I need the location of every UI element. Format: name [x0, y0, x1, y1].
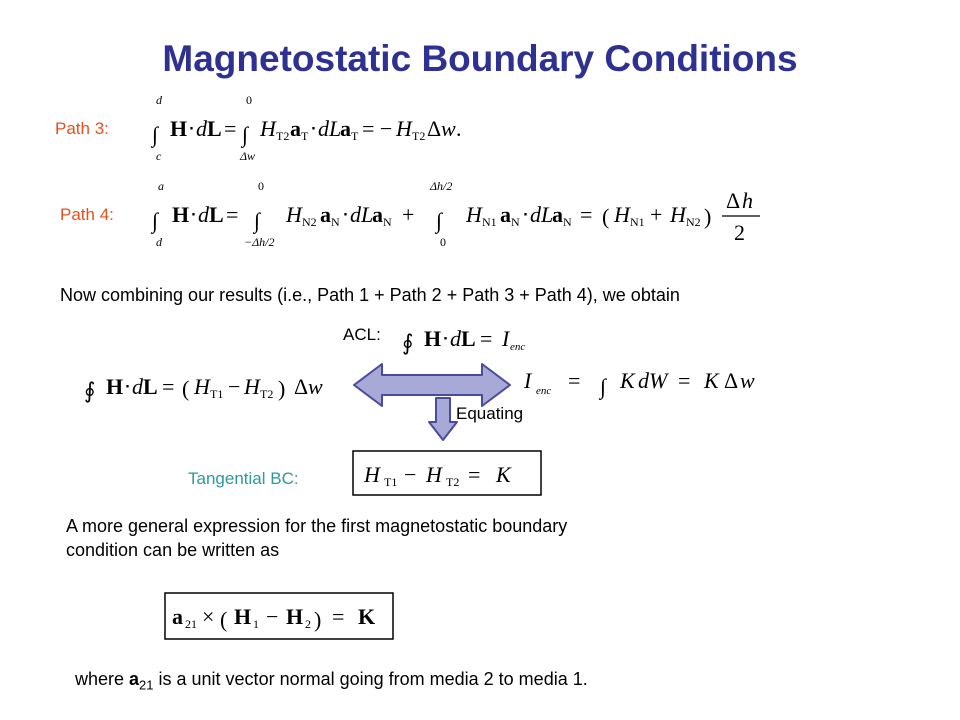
- svg-text:.: .: [456, 116, 462, 141]
- equating-label: Equating: [456, 404, 524, 423]
- svg-text:+: +: [650, 202, 663, 227]
- left-line-integral-equation: [82, 364, 352, 410]
- svg-text:a: a: [372, 202, 383, 227]
- svg-text:2: 2: [305, 617, 311, 631]
- svg-text:⋅: ⋅: [442, 326, 449, 351]
- svg-text:d: d: [196, 116, 207, 141]
- svg-text:⋅: ⋅: [342, 202, 349, 227]
- svg-text:H: H: [286, 202, 302, 227]
- svg-text:−: −: [266, 604, 279, 629]
- svg-text:∫: ∫: [600, 374, 607, 399]
- vector-bc-equation: [164, 592, 396, 642]
- path3-label: Path 3:: [55, 119, 109, 138]
- svg-text:a: a: [172, 604, 183, 629]
- svg-text:d: d: [156, 235, 162, 249]
- svg-text:T2: T2: [412, 129, 426, 143]
- svg-text:I: I: [524, 368, 532, 393]
- svg-text:Δ: Δ: [294, 374, 309, 399]
- svg-text:Δ: Δ: [726, 188, 741, 213]
- svg-text:N2: N2: [302, 215, 317, 229]
- svg-text:N: N: [331, 215, 340, 229]
- svg-text:=: =: [226, 202, 239, 227]
- svg-text:a: a: [158, 179, 164, 193]
- acl-label: ACL:: [343, 325, 381, 344]
- svg-text:(: (: [182, 376, 190, 401]
- tangential-bc-equation: [352, 450, 544, 498]
- svg-text:H: H: [614, 202, 630, 227]
- enclosed-current-equation: [520, 356, 790, 412]
- svg-text:a: a: [320, 202, 331, 227]
- svg-text:d: d: [156, 93, 162, 107]
- where-suffix: is a unit vector normal going from media 2 to media 1.: [153, 669, 588, 689]
- svg-text:H: H: [260, 116, 276, 141]
- path3-equation: [140, 90, 500, 170]
- svg-text:T2: T2: [276, 129, 290, 143]
- where-vector: a: [129, 669, 140, 689]
- svg-text:L: L: [461, 326, 476, 351]
- svg-text:∮: ∮: [402, 330, 414, 355]
- svg-text:=: =: [580, 202, 593, 227]
- svg-text:H: H: [234, 604, 252, 629]
- svg-text:): ): [314, 607, 322, 632]
- svg-text:H: H: [194, 374, 210, 399]
- slide-title: Magnetostatic Boundary Conditions: [162, 38, 798, 79]
- svg-text:T2: T2: [446, 475, 460, 489]
- svg-text:∫: ∫: [152, 122, 159, 147]
- svg-text:a: a: [340, 116, 351, 141]
- svg-text:=: =: [480, 326, 493, 351]
- svg-text:2: 2: [734, 220, 745, 245]
- svg-text:d: d: [132, 374, 143, 399]
- svg-text:⋅: ⋅: [310, 116, 317, 141]
- svg-text:⋅: ⋅: [190, 202, 197, 227]
- svg-text:=: =: [568, 368, 581, 393]
- svg-text:N2: N2: [686, 215, 701, 229]
- svg-text:d: d: [450, 326, 461, 351]
- svg-text:dW: dW: [638, 368, 668, 393]
- svg-text:⋅: ⋅: [522, 202, 529, 227]
- svg-text:w: w: [441, 116, 456, 141]
- svg-text:a: a: [290, 116, 301, 141]
- svg-text:dL: dL: [318, 116, 342, 141]
- svg-text:enc: enc: [536, 385, 552, 397]
- svg-text:a: a: [500, 202, 511, 227]
- svg-text:N: N: [563, 215, 572, 229]
- svg-text:dL: dL: [350, 202, 374, 227]
- svg-text:dL: dL: [530, 202, 554, 227]
- svg-text:Δ: Δ: [724, 368, 739, 393]
- svg-text:T: T: [351, 129, 359, 143]
- svg-text:L: L: [209, 202, 224, 227]
- where-text: [75, 667, 588, 698]
- svg-text:T: T: [301, 129, 309, 143]
- path4-equation: [148, 176, 798, 256]
- svg-text:H: H: [396, 116, 412, 141]
- svg-text:H: H: [426, 462, 442, 487]
- svg-text:c: c: [156, 149, 162, 163]
- svg-text:): ): [704, 204, 712, 229]
- svg-text:h: h: [742, 188, 753, 213]
- svg-text:H: H: [424, 326, 442, 351]
- svg-text:H: H: [244, 374, 260, 399]
- general-expression-line1: A more general expression for the first magnetostatic boundary: [66, 516, 568, 536]
- svg-text:w: w: [308, 374, 323, 399]
- general-expression-text: [66, 514, 567, 562]
- svg-text:0: 0: [258, 179, 264, 193]
- svg-text:∫: ∫: [436, 208, 443, 233]
- svg-text:N1: N1: [482, 215, 497, 229]
- svg-text:N: N: [383, 215, 392, 229]
- svg-text:K: K: [620, 368, 635, 393]
- svg-text:): ): [278, 376, 286, 401]
- svg-text:×: ×: [202, 604, 215, 629]
- svg-text:1: 1: [253, 617, 259, 631]
- svg-text:I: I: [502, 326, 510, 351]
- svg-text:H: H: [670, 202, 686, 227]
- svg-text:a: a: [552, 202, 563, 227]
- svg-text:L: L: [143, 374, 158, 399]
- svg-text:−: −: [404, 462, 417, 487]
- combining-text: Now combining our results (i.e., Path 1 + Path 2 + Path 3 + Path 4), we obtain: [60, 285, 680, 305]
- svg-text:⋅: ⋅: [124, 374, 131, 399]
- svg-text:+: +: [402, 202, 415, 227]
- svg-text:=: =: [332, 604, 345, 629]
- svg-text:H: H: [466, 202, 482, 227]
- svg-text:∫: ∫: [242, 122, 249, 147]
- svg-text:T1: T1: [210, 387, 224, 401]
- svg-text:N: N: [511, 215, 520, 229]
- svg-text:∮: ∮: [84, 378, 96, 403]
- svg-text:0: 0: [440, 235, 446, 249]
- general-expression-line2: condition can be written as: [66, 540, 280, 560]
- svg-text:Δ: Δ: [427, 116, 442, 141]
- svg-text:=: =: [224, 116, 237, 141]
- svg-text:21: 21: [185, 617, 197, 631]
- svg-text:H: H: [286, 604, 304, 629]
- svg-text:w: w: [740, 368, 755, 393]
- svg-text:T1: T1: [384, 475, 398, 489]
- svg-text:enc: enc: [510, 341, 526, 353]
- svg-text:−Δh/2: −Δh/2: [244, 235, 275, 249]
- svg-text:d: d: [198, 202, 209, 227]
- svg-text:H: H: [172, 202, 190, 227]
- down-arrow-icon: [428, 396, 458, 442]
- svg-text:H: H: [364, 462, 380, 487]
- svg-text:H: H: [106, 374, 124, 399]
- svg-text:=: =: [468, 462, 481, 487]
- svg-text:∫: ∫: [152, 208, 159, 233]
- svg-text:=: =: [162, 374, 175, 399]
- svg-text:K: K: [704, 368, 719, 393]
- svg-text:H: H: [170, 116, 188, 141]
- svg-text:Δh/2: Δh/2: [430, 179, 453, 193]
- svg-text:N1: N1: [630, 215, 645, 229]
- svg-text:= −: = −: [362, 116, 393, 141]
- svg-text:∫: ∫: [254, 208, 261, 233]
- svg-text:L: L: [207, 116, 222, 141]
- svg-text:0: 0: [246, 93, 252, 107]
- svg-text:Δw: Δw: [240, 149, 256, 163]
- svg-text:−: −: [228, 374, 241, 399]
- where-prefix: where: [75, 669, 130, 689]
- tangential-bc-label: Tangential BC:: [188, 469, 299, 488]
- svg-text:T2: T2: [260, 387, 274, 401]
- svg-text:(: (: [602, 204, 610, 229]
- svg-text:(: (: [220, 607, 228, 632]
- path4-label: Path 4:: [60, 205, 114, 224]
- svg-text:⋅: ⋅: [188, 116, 195, 141]
- svg-text:=: =: [678, 368, 691, 393]
- svg-text:K: K: [496, 462, 511, 487]
- where-sub: 21: [139, 677, 154, 693]
- svg-text:K: K: [358, 604, 376, 629]
